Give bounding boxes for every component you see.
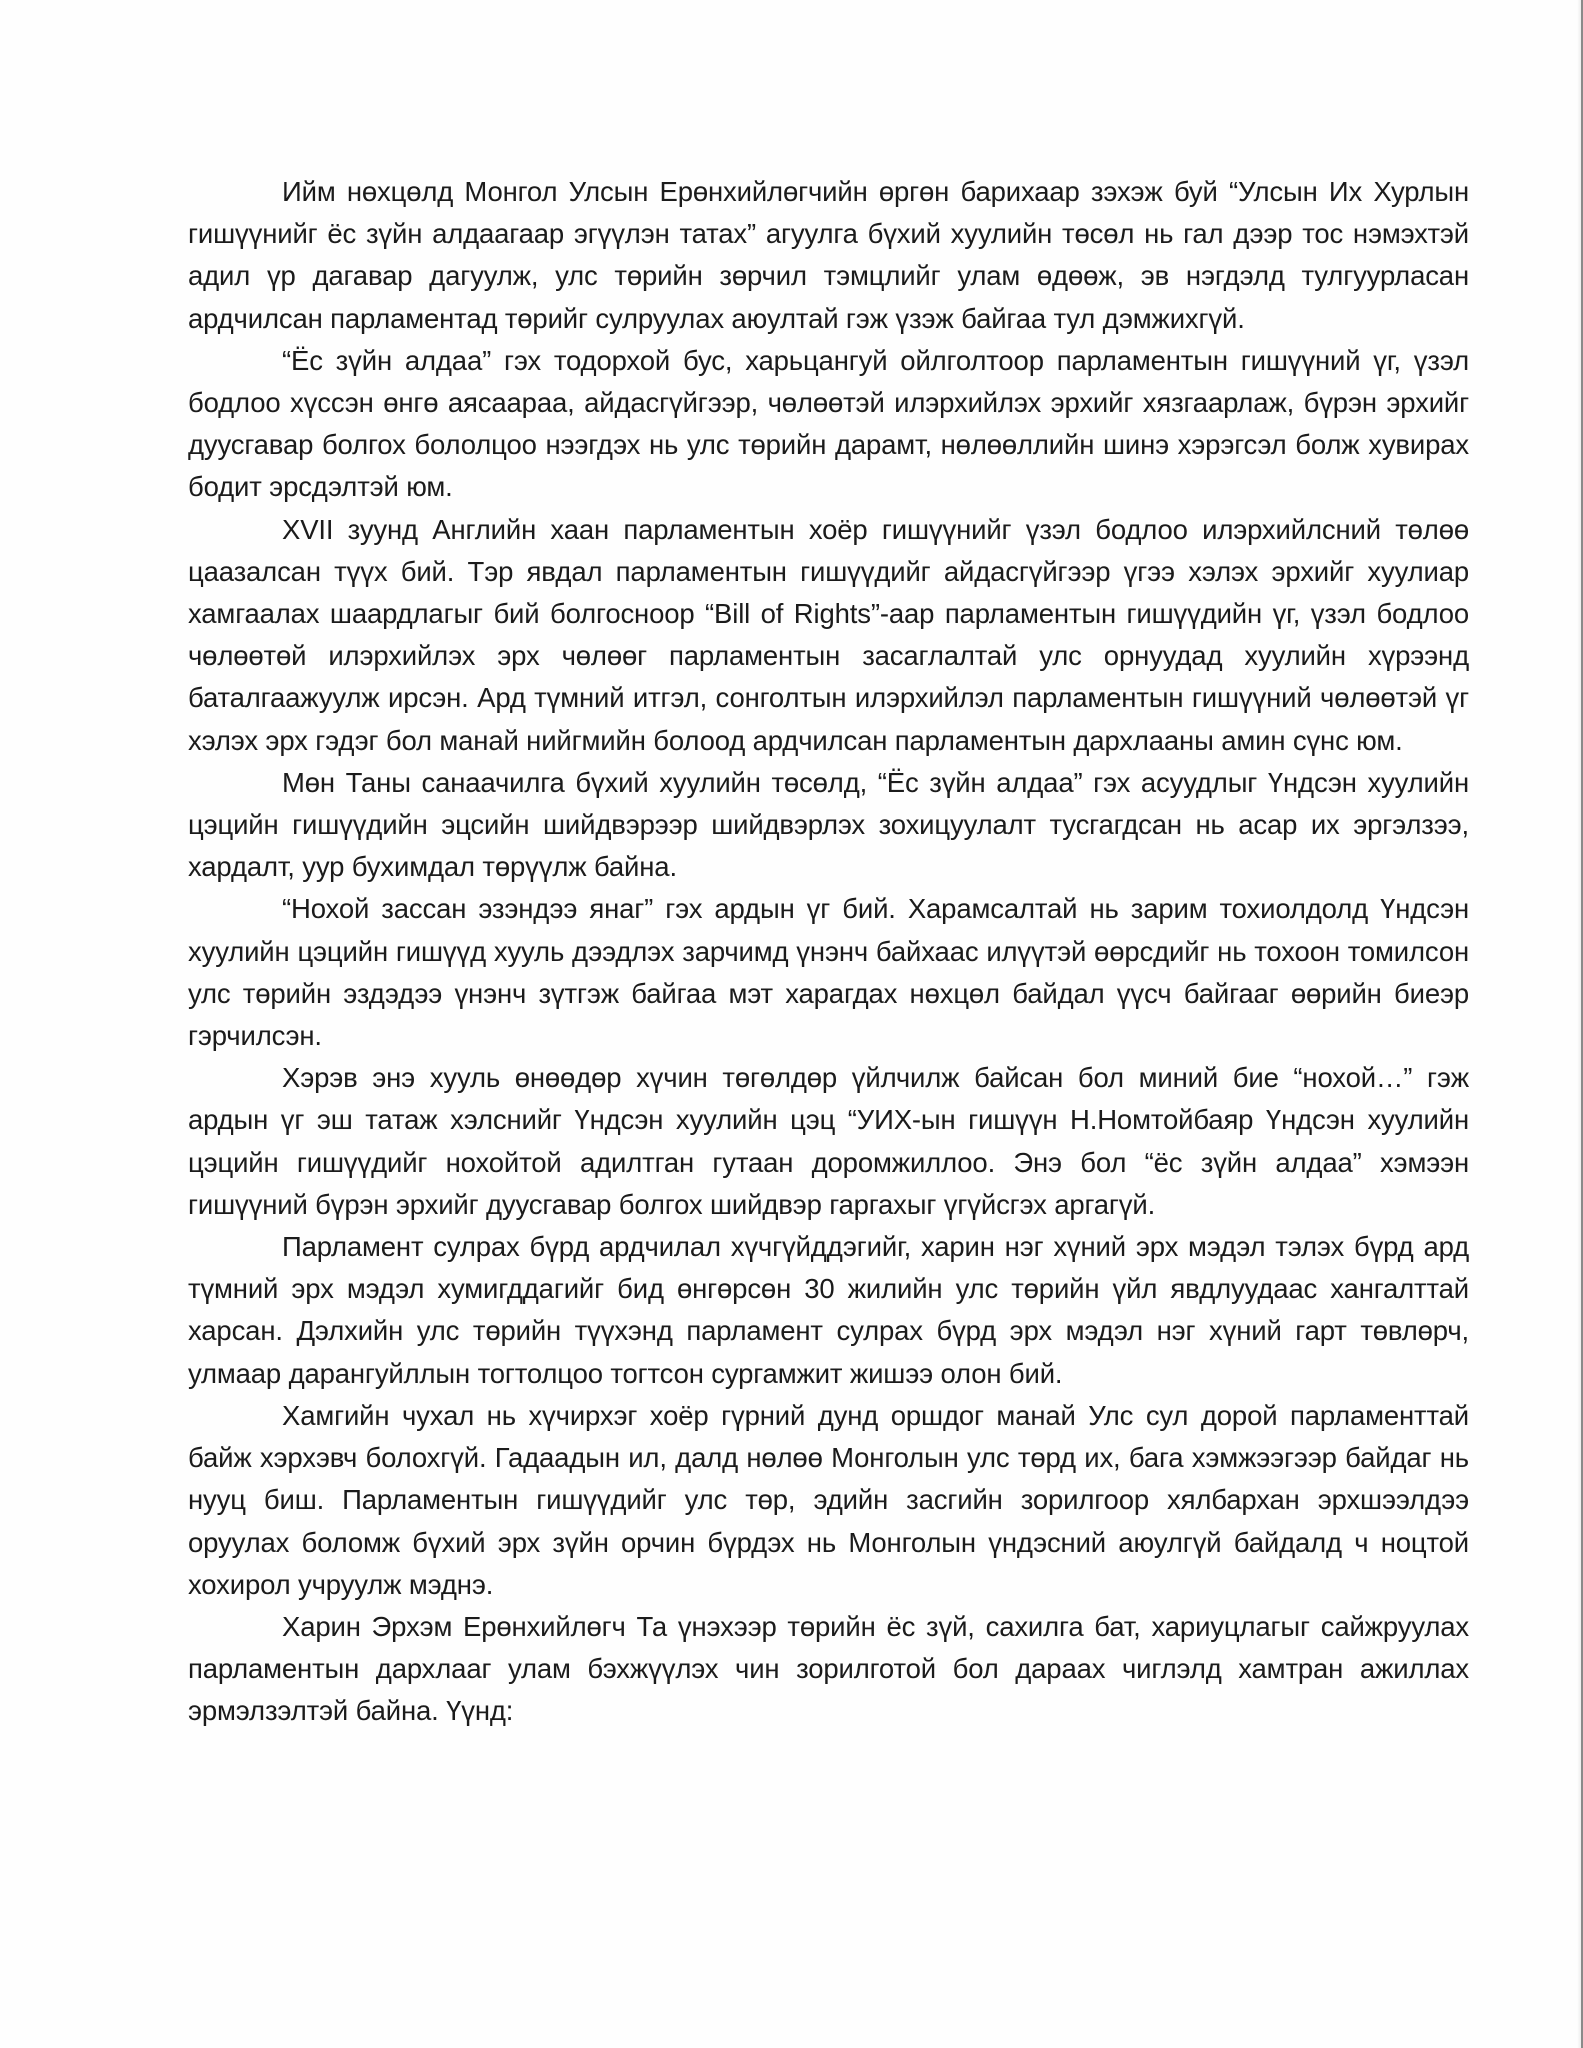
paragraph-3: XVII зуунд Английн хаан парламентын хоёр гишүүнийг үзэл бодлоо илэрхийлсний төлөө цаазалсан түүх бий. Тэр явдал парламентын гишүүдийг айдасгүйгээр үгээ хэлэх эрхийг хуулиар хамгаалах шаардлагыг бий болгосноор “Bill of Rights”-аар парламентын гишүүдийн үг, үзэл бодлоо чөлөөтөй илэрхийлэх эрх чөлөөг парламентын засаглалтай улс орнуудад хуулийн хүрээнд баталгаажуулж ирсэн. Ард түмний итгэл, сонголтын илэрхийлэл парламентын гишүүний чөлөөтэй үг хэлэх эрх гэдэг бол манай нийгмийн болоод ардчилсан парламентын дархлааны амин сүнс юм. (188, 513, 1469, 756)
paragraph-4: Мөн Таны санаачилга бүхий хуулийн төсөлд, “Ёс зүйн алдаа” гэх асуудлыг Үндсэн хуулийн цэцийн гишүүдийн эцсийн шийдвэрээр шийдвэрлэх зохицуулалт тусгагдсан нь асар их эргэлзээ, хардалт, уур бухимдал төрүүлж байна. (188, 766, 1469, 883)
paragraph-6: Хэрэв энэ хууль өнөөдөр хүчин төгөлдөр үйлчилж байсан бол миний бие “нохой…” гэж ардын үг эш татаж хэлснийг Үндсэн хуулийн цэц “УИХ-ын гишүүн Н.Номтойбаяр Үндсэн хуулийн цэцийн гишүүдийг нохойтой адилтган гутаан доромжиллоо. Энэ бол “ёс зүйн алдаа” хэмээн гишүүний бүрэн эрхийг дуусгавар болгох шийдвэр гаргахыг үгүйсгэх аргагүй. (188, 1062, 1469, 1220)
document-body (188, 171, 1469, 1733)
paragraph-7: Парламент сулрах бүрд ардчилал хүчгүйддэгийг, харин нэг хүний эрх мэдэл тэлэх бүрд ард түмний эрх мэдэл хумигддагийг бид өнгөрсөн 30 жилийн улс төрийн үйл явдлуудаас хангалттай харсан. Дэлхийн улс төрийн түүхэнд парламент сулрах бүрд эрх мэдэл нэг хүний гарт төвлөрч, улмаар дарангуйллын тогтолцоо тогтсон сургамжит жишээ олон бий. (188, 1231, 1469, 1389)
paragraph-8: Хамгийн чухал нь хүчирхэг хоёр гүрний дунд оршдог манай Улс сул дорой парламенттай байж хэрхэвч болохгүй. Гадаадын ил, далд нөлөө Монголын улс төрд их, бага хэмжээгээр байдаг нь нууц биш. Парламентын гишүүдийг улс төр, эдийн засгийн зорилгоор хялбархан эрхшээлдээ оруулах боломж бүхий эрх зүйн орчин бүрдэх нь Монголын үндэсний аюулгүй байдалд ч ноцтой хохирол учруулж мэднэ. (188, 1399, 1469, 1600)
paragraph-2: “Ёс зүйн алдаа” гэх тодорхой бус, харьцангуй ойлголтоор парламентын гишүүний үг, үзэл бодлоо хүссэн өнгө аясаараа, айдасгүйгээр, чөлөөтэй илэрхийлэх эрхийг хязгаарлаж, бүрэн эрхийг дуусгавар болгох бололцоо нээгдэх нь улс төрийн дарамт, нөлөөллийн шинэ хэрэгсэл болж хувирах бодит эрсдэлтэй юм. (188, 344, 1469, 503)
paragraph-9: Харин Эрхэм Ерөнхийлөгч Та үнэхээр төрийн ёс зүй, сахилга бат, хариуцлагыг сайжруулах парламентын дархлааг улам бэхжүүлэх чин зорилготой бол дараах чиглэлд хамтран ажиллах эрмэлзэлтэй байна. Үүнд: (188, 1610, 1469, 1727)
paragraph-1: Ийм нөхцөлд Монгол Улсын Ерөнхийлөгчийн өргөн барихаар зэхэж буй “Улсын Их Хурлын гишүүнийг ёс зүйн алдаагаар эгүүлэн татах” агуулга бүхий хуулийн төсөл нь гал дээр тос нэмэхтэй адил үр дагавар дагуулж, улс төрийн зөрчил тэмцлийг улам өдөөж, эв нэгдэлд тулгуурласан ардчилсан парламентад төрийг сулруулах аюултай гэж үзэж байгаа тул дэмжихгүй. (188, 176, 1469, 334)
paragraph-5: “Нохой зассан эзэндээ янаг” гэх ардын үг бий. Харамсалтай нь зарим тохиолдолд Үндсэн хуулийн цэцийн гишүүд хууль дээдлэх зарчимд үнэнч байхаас илүүтэй өөрсдийг нь тохоон томилсон улс төрийн эздэдээ үнэнч зүтгэж байгаа мэт харагдах нөхцөл байдал үүсч байгааг өөрийн биеэр гэрчилсэн. (188, 893, 1469, 1052)
